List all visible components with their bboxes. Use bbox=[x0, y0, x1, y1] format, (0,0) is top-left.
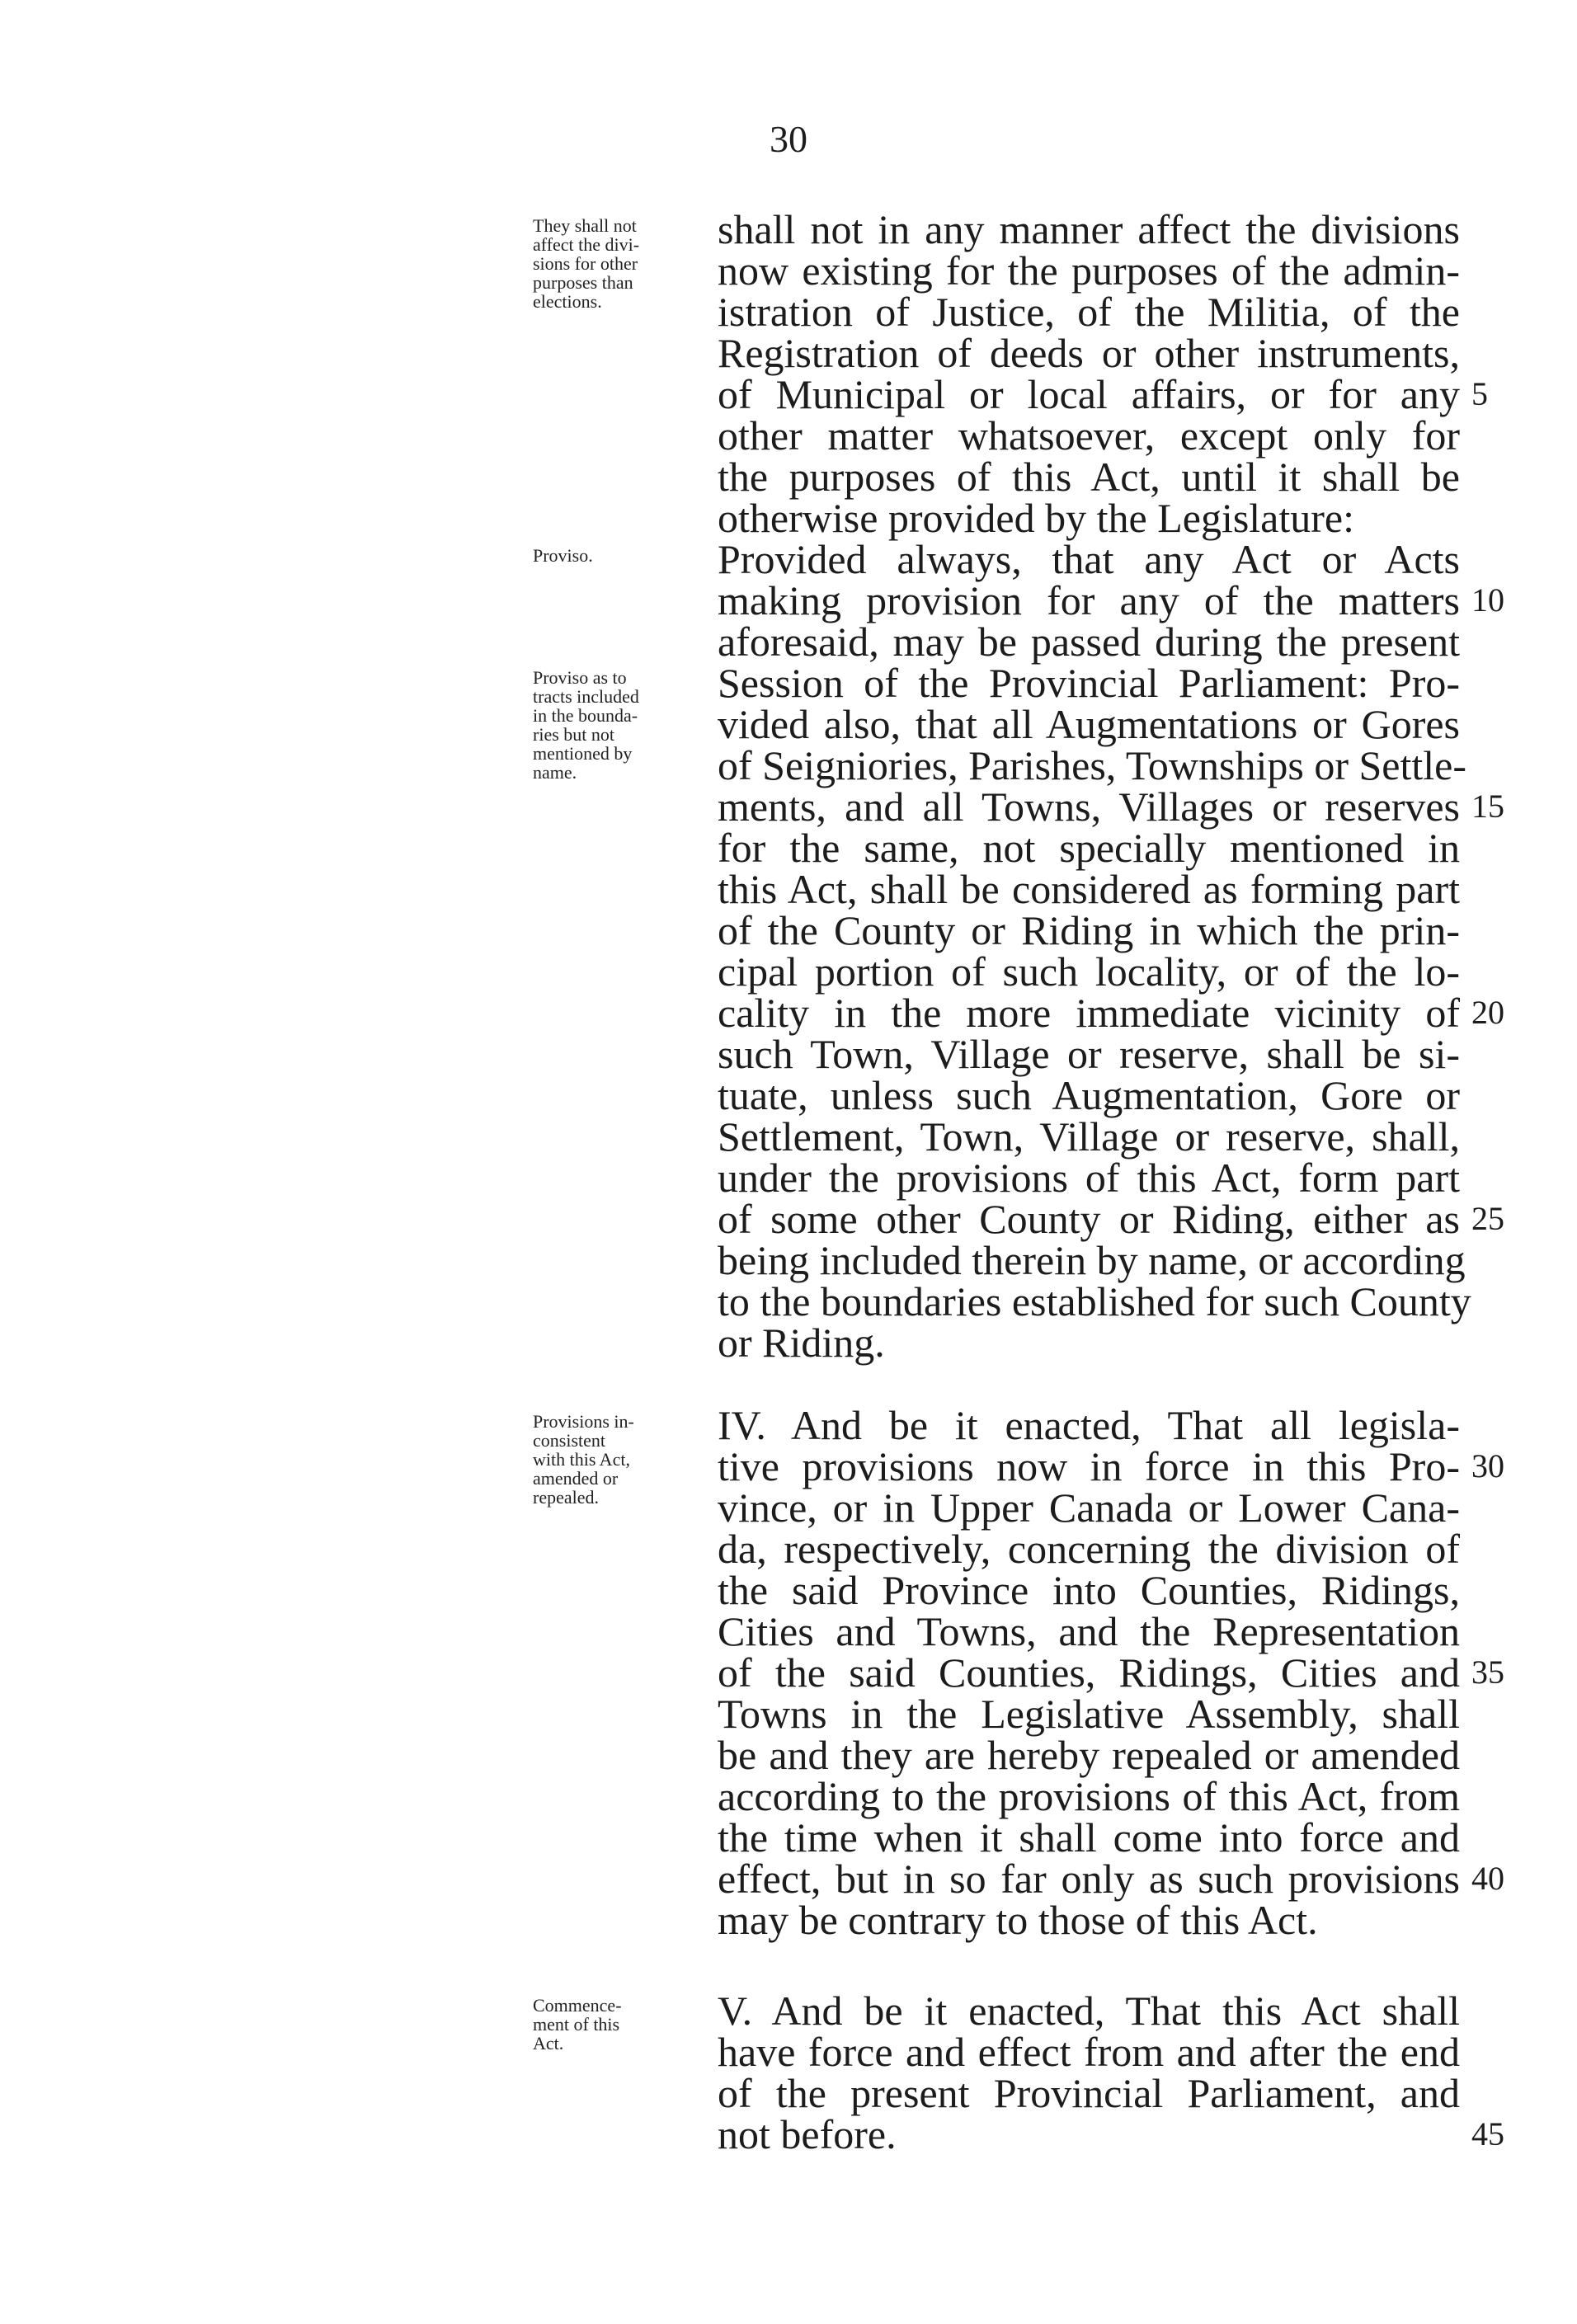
text-line: making provision for any of the matters bbox=[718, 577, 1460, 623]
text-line: da, respectively, concerning the division of bbox=[718, 1526, 1460, 1572]
text-line: IV. And be it enacted, That all legisla- bbox=[718, 1402, 1460, 1448]
text-line: have force and effect from and after the end bbox=[718, 2029, 1460, 2075]
text-line: the purposes of this Act, until it shall be bbox=[718, 454, 1460, 500]
line-number: 35 bbox=[1471, 1654, 1504, 1691]
margin-note-proviso bbox=[533, 546, 698, 565]
line-number: 5 bbox=[1471, 375, 1488, 412]
text-line: of Municipal or local affairs, or for any bbox=[718, 371, 1460, 417]
line-number: 10 bbox=[1471, 581, 1504, 619]
text-line: tive provisions now in force in this Pro- bbox=[718, 1443, 1460, 1489]
text-line: tuate, unless such Augmentation, Gore or bbox=[718, 1072, 1460, 1118]
margin-note-commencement bbox=[533, 1996, 698, 2053]
text-line: Towns in the Legislative Assembly, shall bbox=[718, 1691, 1460, 1737]
text-line: vided also, that all Augmentations or Gores bbox=[718, 701, 1460, 747]
text-line: Cities and Towns, and the Representation bbox=[718, 1608, 1460, 1654]
text-line: of the present Provincial Parliament, and bbox=[718, 2070, 1460, 2116]
text-line: the time when it shall come into force and bbox=[718, 1814, 1460, 1861]
text-line: not before. bbox=[718, 2111, 897, 2157]
text-line: cality in the more immediate vicinity of bbox=[718, 990, 1460, 1036]
text-line: this Act, shall be considered as forming part bbox=[718, 866, 1460, 912]
text-line: of the County or Riding in which the prin- bbox=[718, 907, 1460, 953]
text-line: the said Province into Counties, Ridings, bbox=[718, 1567, 1460, 1613]
text-line: being included therein by name, or according bbox=[718, 1237, 1466, 1283]
line-number: 20 bbox=[1471, 994, 1504, 1031]
margin-note-line: in the bounda- bbox=[533, 705, 638, 726]
text-line: or Riding. bbox=[718, 1320, 885, 1366]
line-number: 45 bbox=[1471, 2115, 1504, 2152]
margin-note-line: ries but not bbox=[533, 724, 614, 745]
margin-note-line: They shall not bbox=[533, 215, 637, 236]
margin-note-line: affect the divi- bbox=[533, 234, 640, 255]
text-line: under the provisions of this Act, form part bbox=[718, 1155, 1460, 1201]
line-number: 40 bbox=[1471, 1860, 1504, 1897]
margin-note-line: Proviso as to bbox=[533, 667, 627, 688]
margin-note-line: Provisions in- bbox=[533, 1411, 634, 1432]
margin-note-line: with this Act, bbox=[533, 1449, 630, 1470]
margin-note-line: mentioned by bbox=[533, 743, 633, 764]
text-line: of Seigniories, Parishes, Townships or Settle- bbox=[718, 742, 1467, 788]
margin-note-line: amended or bbox=[533, 1468, 619, 1489]
margin-note-line: Commence- bbox=[533, 1995, 622, 2016]
margin-note-shall-not-affect bbox=[533, 216, 698, 311]
margin-note-line: repealed. bbox=[533, 1487, 599, 1508]
text-line: according to the provisions of this Act, from bbox=[718, 1773, 1460, 1819]
text-line: may be contrary to those of this Act. bbox=[718, 1897, 1318, 1943]
line-number: 25 bbox=[1471, 1200, 1504, 1237]
margin-note-line: ment of this bbox=[533, 2014, 620, 2035]
text-line: cipal portion of such locality, or of the lo- bbox=[718, 948, 1460, 995]
text-line: ments, and all Towns, Villages or reserves bbox=[718, 783, 1460, 830]
text-line: be and they are hereby repealed or amended bbox=[718, 1732, 1460, 1778]
margin-note-line: elections. bbox=[533, 291, 602, 312]
text-line: aforesaid, may be passed during the present bbox=[718, 619, 1460, 665]
text-line: shall not in any manner affect the divisions bbox=[718, 206, 1460, 252]
text-line: other matter whatsoever, except only for bbox=[718, 412, 1460, 459]
text-line: such Town, Village or reserve, shall be si- bbox=[718, 1031, 1460, 1077]
page-number: 30 bbox=[770, 118, 807, 160]
text-line: Session of the Provincial Parliament: Pro- bbox=[718, 660, 1460, 706]
margin-note-line: Act. bbox=[533, 2033, 564, 2053]
margin-note-provisions-inconsistent bbox=[533, 1412, 698, 1507]
text-line: of the said Counties, Ridings, Cities and bbox=[718, 1649, 1460, 1696]
text-line: vince, or in Upper Canada or Lower Cana- bbox=[718, 1484, 1460, 1531]
text-line: Settlement, Town, Village or reserve, shall, bbox=[718, 1113, 1460, 1160]
text-line: Provided always, that any Act or Acts bbox=[718, 536, 1460, 582]
margin-note-line: consistent bbox=[533, 1430, 605, 1451]
text-line: istration of Justice, of the Militia, of the bbox=[718, 289, 1460, 335]
margin-note-proviso-tracts bbox=[533, 668, 698, 782]
margin-note-line: name. bbox=[533, 762, 577, 783]
text-line: Registration of deeds or other instruments, bbox=[718, 330, 1460, 376]
line-number: 15 bbox=[1471, 788, 1504, 825]
margin-note-line: sions for other bbox=[533, 253, 638, 274]
text-line: V. And be it enacted, That this Act shall bbox=[718, 1988, 1460, 2034]
margin-note-line: purposes than bbox=[533, 272, 633, 293]
text-line: to the boundaries established for such County bbox=[718, 1278, 1471, 1324]
line-number: 30 bbox=[1471, 1447, 1504, 1484]
margin-note-line: Proviso. bbox=[533, 545, 593, 566]
text-line: otherwise provided by the Legislature: bbox=[718, 495, 1354, 541]
text-line: of some other County or Riding, either as bbox=[718, 1196, 1460, 1242]
text-line: effect, but in so far only as such provisions bbox=[718, 1856, 1460, 1902]
text-line: for the same, not specially mentioned in bbox=[718, 825, 1460, 871]
text-line: now existing for the purposes of the admin- bbox=[718, 247, 1460, 294]
margin-note-line: tracts included bbox=[533, 686, 639, 707]
